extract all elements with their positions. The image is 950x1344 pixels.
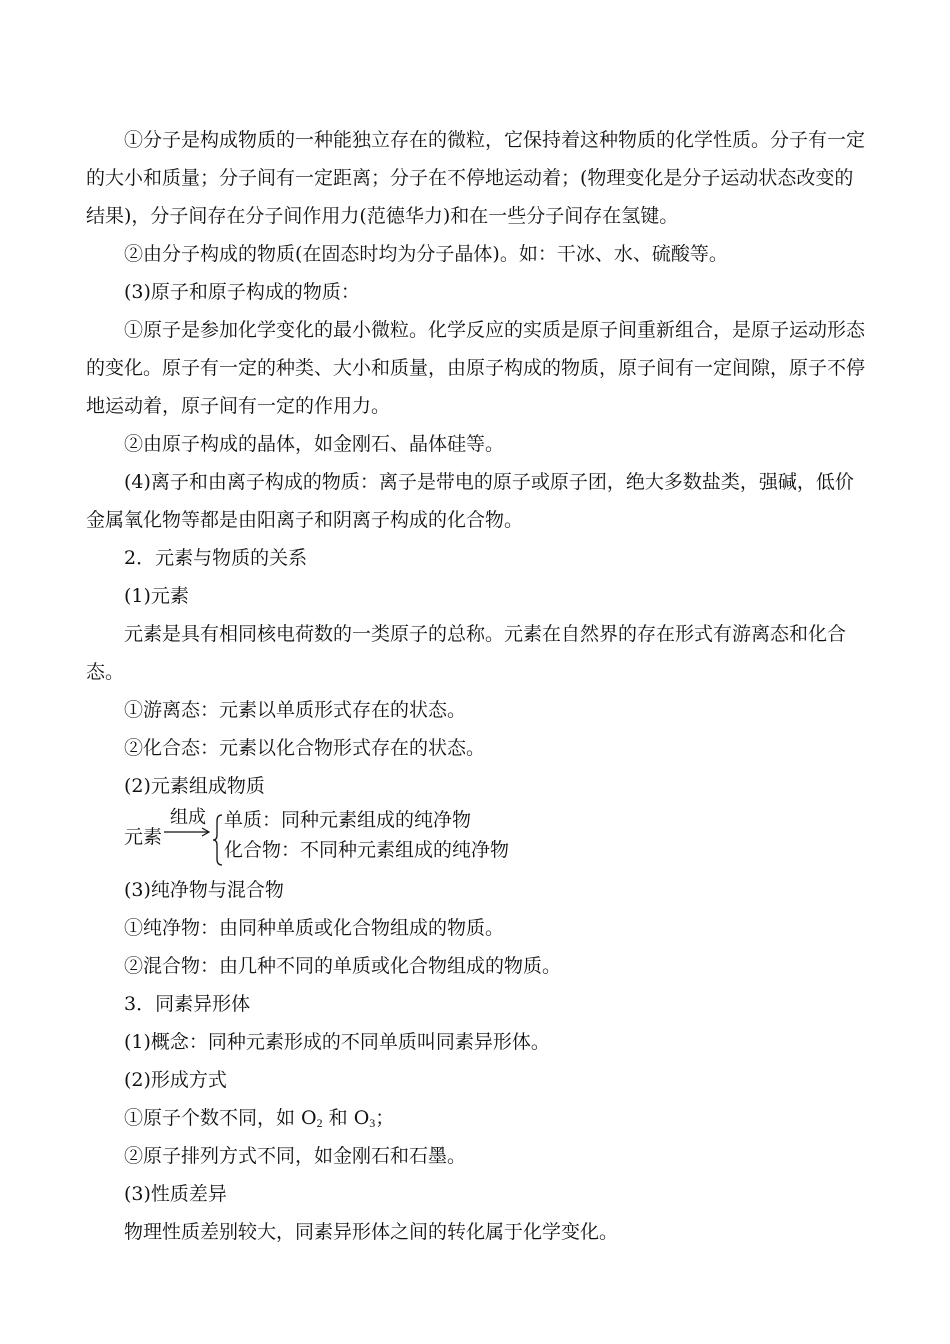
atom-count-text-a: ①原子个数不同，如 O xyxy=(124,1107,317,1129)
paragraph-allotrope-concept: (1)概念：同种元素形成的不同单质叫同素异形体。 xyxy=(124,1031,550,1053)
composition-formula xyxy=(86,807,866,867)
paragraph-combined-state: ②化合态：元素以化合物形式存在的状态。 xyxy=(124,737,486,759)
paragraph-pure-substance: ①纯净物：由同种单质或化合物组成的物质。 xyxy=(124,917,505,939)
paragraph-element-definition: 元素是具有相同核电荷数的一类原子的总称。元素在自然界的存在形式有游离态和化合态。 xyxy=(86,623,847,683)
heading-allotrope: 3．同素异形体 xyxy=(124,993,251,1015)
paragraph-molecule: ①分子是构成物质的一种能独立存在的微粒，它保持着这种物质的化学性质。分子有一定的大小和质量；分子间有一定距离；分子在不停地运动着；(物理变化是分子运动状态改变的结果)，分子间存在分子间作用力(范德华力)和在一些分子间存在氢键。 xyxy=(86,129,866,227)
paragraph-atom-arrangement: ②原子排列方式不同，如金刚石和石墨。 xyxy=(124,1145,467,1167)
paragraph-atomic-crystal: ②由原子构成的晶体，如金刚石、晶体硅等。 xyxy=(124,433,505,455)
formula-arrow-label: 组成 xyxy=(170,807,206,828)
subscript-3: 3 xyxy=(369,1116,376,1130)
brace-icon xyxy=(212,813,224,867)
atom-count-text-b: 和 O xyxy=(322,1107,370,1129)
heading-formation-method: (2)形成方式 xyxy=(124,1069,227,1091)
paragraph-ion: (4)离子和由离子构成的物质：离子是带电的原子或原子团，绝大多数盐类，强碱，低价金属氧化物等都是由阳离子和阴离子构成的化合物。 xyxy=(86,471,854,531)
heading-pure-mixture: (3)纯净物与混合物 xyxy=(124,879,284,901)
heading-element-composition: (2)元素组成物质 xyxy=(124,775,265,797)
heading-atom: (3)原子和原子构成的物质： xyxy=(124,281,360,303)
paragraph-atom: ①原子是参加化学变化的最小微粒。化学反应的实质是原子间重新组合，是原子运动形态的变化。原子有一定的种类、大小和质量，由原子构成的物质，原子间有一定间隙，原子不停地运动着，原子间有一定的作用力。 xyxy=(86,319,866,417)
paragraph-free-state: ①游离态：元素以单质形式存在的状态。 xyxy=(124,699,467,721)
arrow-icon xyxy=(164,827,214,837)
paragraph-mixture: ②混合物：由几种不同的单质或化合物组成的物质。 xyxy=(124,955,562,977)
heading-element-matter: 2．元素与物质的关系 xyxy=(124,547,308,569)
heading-element: (1)元素 xyxy=(124,585,189,607)
heading-property-difference: (3)性质差异 xyxy=(124,1183,227,1205)
paragraph-molecular-substance: ②由分子构成的物质(在固态时均为分子晶体)。如：干冰、水、硫酸等。 xyxy=(124,243,728,265)
formula-row-compound: 化合物：不同种元素组成的纯净物 xyxy=(224,839,510,861)
paragraph-atom-count xyxy=(86,1099,866,1137)
formula-row-simple-substance: 单质：同种元素组成的纯净物 xyxy=(224,809,472,831)
atom-count-text-c: ； xyxy=(375,1107,395,1129)
subscript-2: 2 xyxy=(316,1116,323,1130)
document-page xyxy=(86,121,866,1251)
formula-lhs: 元素 xyxy=(124,826,163,848)
paragraph-property-difference: 物理性质差别较大，同素异形体之间的转化属于化学变化。 xyxy=(124,1221,619,1243)
